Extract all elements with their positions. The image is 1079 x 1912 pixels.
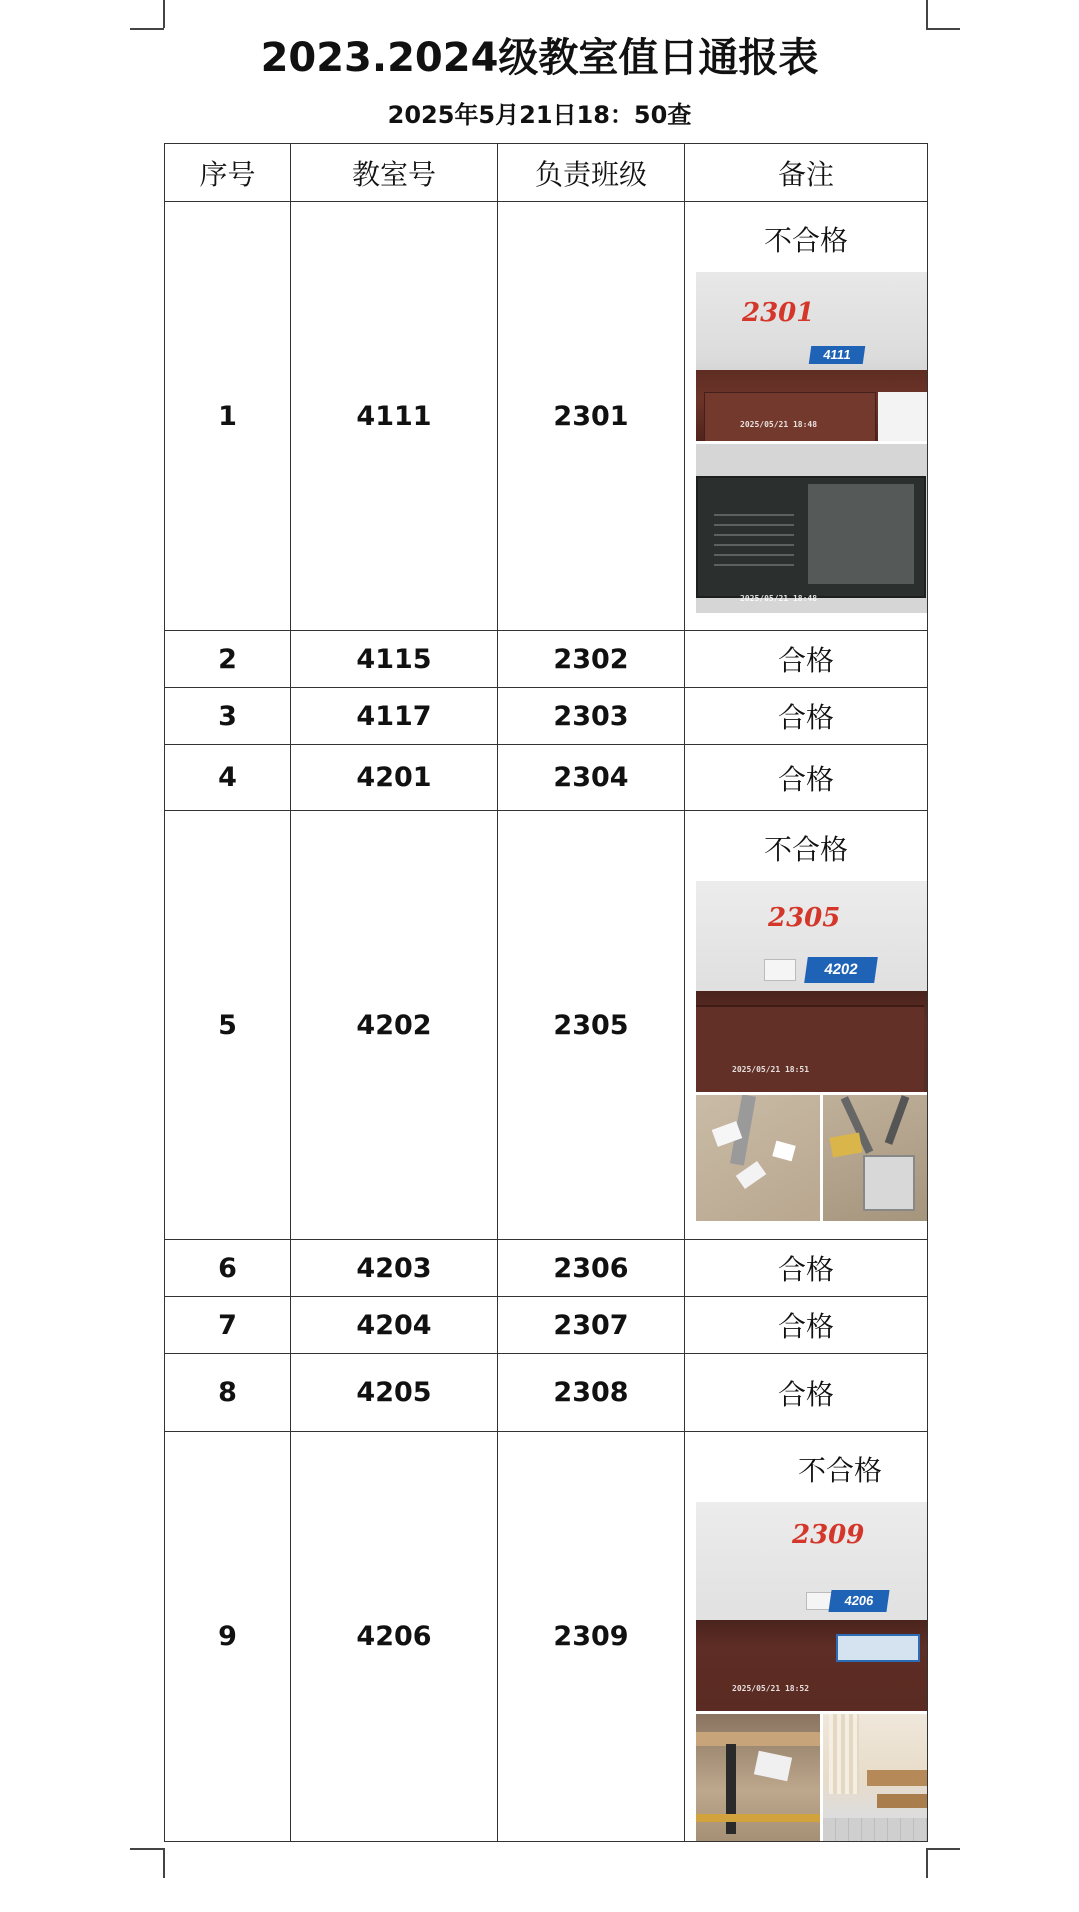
- cell-note: 合格: [685, 1240, 928, 1297]
- cell-room: 4117: [291, 688, 498, 745]
- cell-note: [685, 202, 928, 631]
- table-row: [165, 1240, 928, 1297]
- crop-mark-bottom-right-v: [926, 1848, 928, 1878]
- cell-class: 2304: [498, 745, 685, 811]
- photo-timestamp: 2025/05/21 18:52: [732, 1684, 810, 1693]
- photo-timestamp: 2025/05/21 18:51: [732, 1065, 810, 1074]
- room-plate: 4202: [804, 957, 878, 983]
- cell-no: 5: [165, 811, 291, 1240]
- room-plate: 4111: [809, 346, 866, 364]
- cell-no: 7: [165, 1297, 291, 1354]
- yellow-litter: [829, 1133, 862, 1158]
- door-panel: [704, 392, 876, 441]
- cell-room: 4201: [291, 745, 498, 811]
- header-note: 备注: [685, 144, 928, 202]
- note-text: 不合格: [763, 833, 848, 866]
- note-text: 不合格: [763, 224, 848, 257]
- chalk-writing: [714, 514, 794, 574]
- trash-bin: [863, 1155, 915, 1211]
- chair-leg: [885, 1095, 910, 1145]
- table-row: [165, 688, 928, 745]
- note-text: 不合格: [797, 1454, 882, 1487]
- cell-class: 2305: [498, 811, 685, 1240]
- duty-report-table: [164, 143, 928, 1842]
- cell-class: 2301: [498, 202, 685, 631]
- white-door-edge: [878, 392, 928, 441]
- door-panel: [696, 1005, 924, 1092]
- cell-note: 合格: [685, 1354, 928, 1432]
- photo-floor-litter-a: [696, 1095, 820, 1221]
- cell-class: 2302: [498, 631, 685, 688]
- desk: [877, 1794, 928, 1808]
- photo-classroom-aisle: [823, 1714, 928, 1842]
- cell-room: 4115: [291, 631, 498, 688]
- cell-room: 4206: [291, 1432, 498, 1842]
- header-class: 负责班级: [498, 144, 685, 202]
- photo-timestamp: 2025/05/21 18:48: [740, 420, 818, 429]
- cell-note: [685, 811, 928, 1240]
- table-row: [165, 811, 928, 1240]
- paper-scrap: [754, 1751, 792, 1782]
- cell-note: 合格: [685, 688, 928, 745]
- crop-mark-top-right-v: [926, 0, 928, 28]
- screen-panel: [808, 484, 914, 584]
- cell-no: 9: [165, 1432, 291, 1842]
- photo-timestamp: 2025/05/21 18:48: [740, 594, 818, 603]
- cell-note: 合格: [685, 1297, 928, 1354]
- handwritten-class: 2309: [792, 1520, 865, 1550]
- table-row: [165, 202, 928, 631]
- table-row: [165, 1297, 928, 1354]
- notice-board: [836, 1634, 920, 1662]
- handwritten-class: 2301: [742, 298, 815, 328]
- desk-top: [696, 1732, 820, 1746]
- header-room: 教室号: [291, 144, 498, 202]
- handwritten-class: 2305: [768, 903, 841, 933]
- table-row: [165, 1354, 928, 1432]
- cell-class: 2306: [498, 1240, 685, 1297]
- cell-no: 8: [165, 1354, 291, 1432]
- cell-room: 4111: [291, 202, 498, 631]
- photo-desk-litter: [696, 1714, 820, 1842]
- inspection-time: 2025年5月21日18：50查: [387, 101, 692, 129]
- cell-class: 2308: [498, 1354, 685, 1432]
- window-curtain: [829, 1714, 859, 1794]
- photo-floor-litter-b: [823, 1095, 928, 1221]
- table-row: [165, 1432, 928, 1842]
- cell-class: 2309: [498, 1432, 685, 1842]
- photo-blackboard: [696, 444, 928, 613]
- cell-note: 合格: [685, 745, 928, 811]
- crop-mark-bottom-right-h: [926, 1848, 960, 1850]
- header-no: 序号: [165, 144, 291, 202]
- cell-no: 4: [165, 745, 291, 811]
- cell-room: 4204: [291, 1297, 498, 1354]
- crop-mark-top-left-v: [163, 0, 165, 28]
- floor-tiles: [823, 1818, 928, 1842]
- crop-mark-bottom-left-h: [130, 1848, 164, 1850]
- cell-no: 2: [165, 631, 291, 688]
- photo-door-4202: [696, 881, 928, 1092]
- table-row: [165, 631, 928, 688]
- desk: [867, 1770, 928, 1786]
- photo-door-4206: [696, 1502, 928, 1711]
- cell-class: 2303: [498, 688, 685, 745]
- photo-door-4111: [696, 272, 928, 441]
- cell-room: 4202: [291, 811, 498, 1240]
- crop-mark-bottom-left-v: [163, 1848, 165, 1878]
- floor-rail: [696, 1814, 820, 1822]
- cell-note: [685, 1432, 928, 1842]
- cell-note: 合格: [685, 631, 928, 688]
- cell-class: 2307: [498, 1297, 685, 1354]
- cell-no: 1: [165, 202, 291, 631]
- table-header-row: [165, 144, 928, 202]
- page-title: 2023.2024级教室值日通报表: [260, 35, 819, 81]
- table-row: [165, 745, 928, 811]
- cell-room: 4205: [291, 1354, 498, 1432]
- cell-no: 3: [165, 688, 291, 745]
- room-plate: 4206: [828, 1590, 889, 1612]
- small-sign: [764, 959, 796, 981]
- cell-room: 4203: [291, 1240, 498, 1297]
- paper-scrap: [772, 1141, 795, 1162]
- cell-no: 6: [165, 1240, 291, 1297]
